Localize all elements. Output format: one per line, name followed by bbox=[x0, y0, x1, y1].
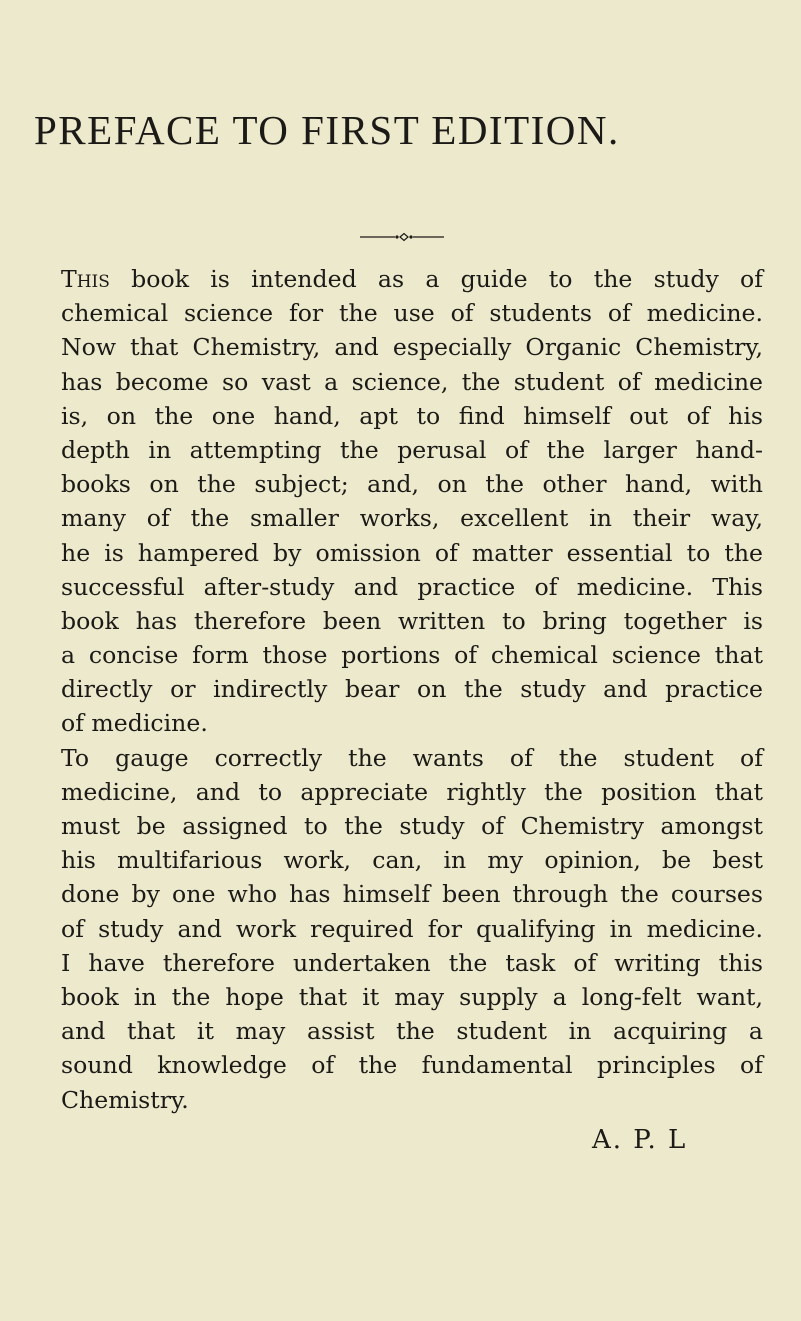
author-initials: A. P. L bbox=[592, 1125, 688, 1155]
paragraph-line: sound knowledge of the fundamental principles of bbox=[61, 1051, 763, 1080]
paragraph-line: This book is intended as a guide to the study of bbox=[61, 265, 763, 293]
paragraph-line: book has therefore been written to bring together is bbox=[61, 606, 763, 635]
paragraph-line: chemical science for the use of students of medicine. bbox=[61, 299, 763, 328]
paragraph-line: books on the subject; and, on the other hand, with bbox=[61, 470, 763, 499]
paragraph-line: I have therefore undertaken the task of writing this bbox=[61, 948, 763, 977]
paragraph-line: depth in attempting the perusal of the larger hand- bbox=[61, 435, 763, 464]
paragraph-2 bbox=[61, 741, 763, 1117]
paragraph-line: of medicine. bbox=[61, 709, 208, 738]
paragraph-1 bbox=[61, 262, 763, 741]
paragraph-line: many of the smaller works, excellent in their way, bbox=[61, 504, 763, 533]
paragraph-line: is, on the one hand, apt to find himself out of his bbox=[61, 401, 763, 430]
paragraph-line: medicine, and to appreciate rightly the position that bbox=[61, 777, 763, 806]
paragraph-line: his multifarious work, can, in my opinion, be best bbox=[61, 846, 763, 875]
paragraph-line: done by one who has himself been through the courses bbox=[61, 880, 763, 909]
ornament-divider bbox=[360, 232, 444, 242]
paragraph-line: Chemistry. bbox=[61, 1085, 189, 1114]
paragraph-line: successful after-study and practice of medicine. This bbox=[61, 572, 763, 601]
page-title: PREFACE TO FIRST EDITION. bbox=[34, 107, 620, 153]
paragraph-line: and that it may assist the student in acquiring a bbox=[61, 1017, 763, 1046]
paragraph-line: a concise form those portions of chemical science that bbox=[61, 641, 763, 670]
paragraph-line: Now that Chemistry, and especially Organic Chemistry, bbox=[61, 333, 763, 362]
paragraph-line: of study and work required for qualifying in medicine. bbox=[61, 914, 763, 943]
paragraph-line: must be assigned to the study of Chemistry amongst bbox=[61, 812, 763, 840]
paragraph-line: book in the hope that it may supply a long-felt want, bbox=[61, 982, 763, 1011]
paragraph-line: has become so vast a science, the student of medicine bbox=[61, 367, 763, 396]
paragraph-line: directly or indirectly bear on the study and practice bbox=[61, 675, 763, 704]
preface-body bbox=[61, 262, 763, 1117]
paragraph-line: To gauge correctly the wants of the student of bbox=[61, 743, 763, 772]
paragraph-line: he is hampered by omission of matter essential to the bbox=[61, 538, 763, 567]
